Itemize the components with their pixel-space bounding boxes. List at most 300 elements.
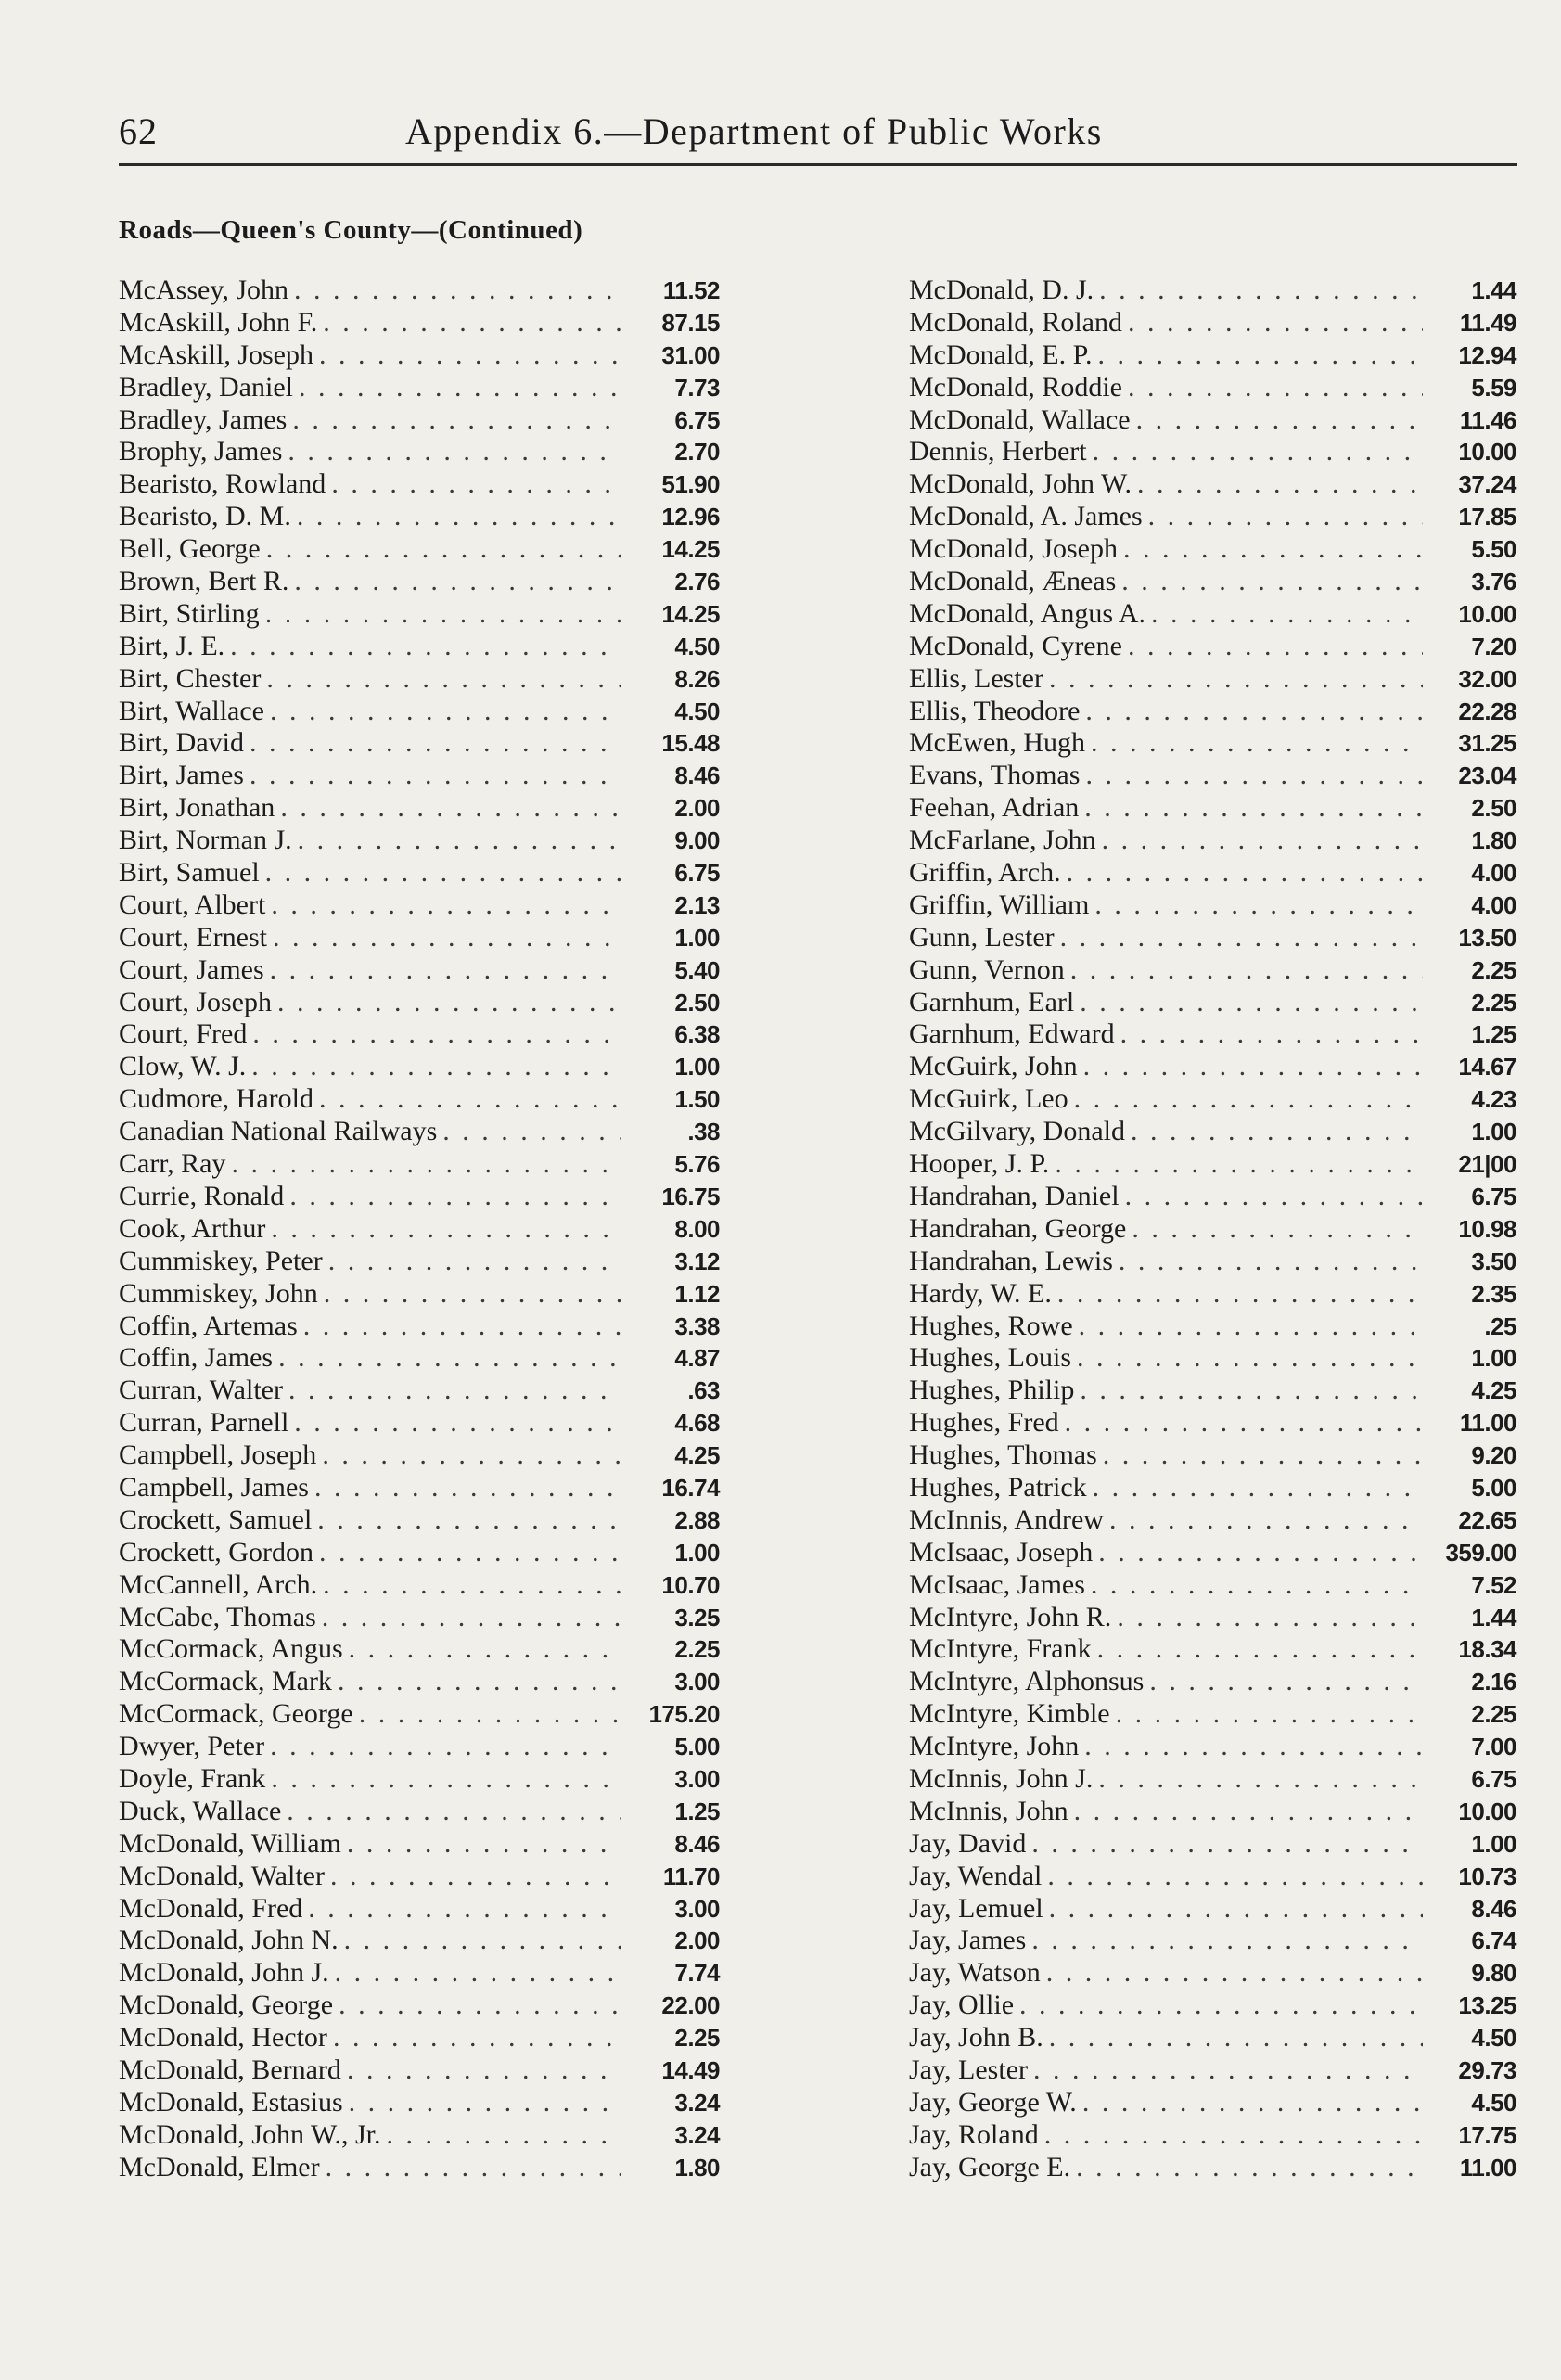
- dot-leader: [1102, 825, 1423, 857]
- list-item: [119, 954, 720, 987]
- payee-name: McDonald, George: [119, 1990, 334, 2021]
- list-item: [119, 1181, 720, 1213]
- payment-amount: 4.68: [674, 1409, 720, 1438]
- payee-name: Canadian National Railways: [119, 1116, 438, 1147]
- list-item: [909, 1181, 1516, 1213]
- dot-leader: [299, 372, 621, 404]
- payment-amount: 5.00: [674, 1733, 720, 1761]
- list-item: [909, 1569, 1516, 1602]
- payment-amount: 2.35: [1471, 1279, 1516, 1308]
- dot-leader: [1093, 436, 1423, 468]
- payee-name: Birt, James: [119, 760, 244, 791]
- payee-name: Bell, George: [119, 533, 261, 565]
- payment-amount: 8.46: [674, 761, 720, 790]
- dot-leader: [252, 1018, 621, 1051]
- dot-leader: [271, 1213, 621, 1246]
- list-item: [119, 404, 720, 437]
- list-item: [909, 2152, 1516, 2184]
- payment-amount: 10.00: [1458, 599, 1516, 628]
- list-item: [909, 1018, 1516, 1051]
- payment-amount: 10.70: [661, 1570, 720, 1599]
- payee-name: Jay, George W.: [909, 2086, 1077, 2118]
- payment-amount: 87.15: [661, 308, 720, 337]
- list-item: [909, 1861, 1516, 1893]
- list-item: [119, 566, 720, 598]
- dot-leader: [265, 598, 621, 631]
- list-item: [909, 954, 1516, 987]
- dot-leader: [250, 727, 621, 760]
- payee-name: McDonald, E. P.: [909, 339, 1093, 370]
- payment-amount: 21|00: [1458, 1150, 1516, 1179]
- payment-amount: 2.25: [1471, 1700, 1516, 1729]
- payee-name: Court, James: [119, 953, 264, 985]
- dot-leader: [1149, 1666, 1423, 1698]
- payment-amount: 4.23: [1471, 1085, 1516, 1114]
- list-item: [909, 1051, 1516, 1083]
- payment-amount: 2.25: [1471, 988, 1516, 1017]
- list-item: [119, 760, 720, 792]
- payee-name: Dennis, Herbert: [909, 436, 1087, 467]
- list-item: [119, 663, 720, 696]
- payment-amount: 14.25: [661, 535, 720, 564]
- list-item: [909, 1116, 1516, 1148]
- payment-amount: 1.12: [674, 1279, 720, 1308]
- payment-amount: 6.75: [674, 859, 720, 888]
- payment-amount: 3.50: [1471, 1247, 1516, 1275]
- payment-amount: 7.20: [1471, 632, 1516, 660]
- payee-name: Hooper, J. P.: [909, 1148, 1050, 1180]
- payment-amount: 11.70: [662, 1862, 720, 1890]
- payee-name: McDonald, William: [119, 1827, 341, 1859]
- dot-leader: [1091, 1569, 1423, 1602]
- list-item: [909, 1633, 1516, 1666]
- list-item: [909, 404, 1516, 437]
- payment-amount: 10.00: [1458, 438, 1516, 467]
- dot-leader: [277, 987, 621, 1019]
- payment-amount: 7.52: [1471, 1570, 1516, 1599]
- dot-leader: [331, 468, 621, 501]
- payee-name: Gunn, Vernon: [909, 953, 1065, 985]
- dot-leader: [387, 2119, 621, 2152]
- header-rule: [119, 163, 1517, 166]
- payment-amount: 1.00: [674, 1053, 720, 1081]
- payment-amount: 3.38: [674, 1312, 720, 1340]
- list-item: [119, 987, 720, 1019]
- dot-leader: [1109, 1504, 1423, 1537]
- payee-name: McDonald, Elmer: [119, 2151, 320, 2182]
- dot-leader: [1044, 2119, 1423, 2152]
- payment-amount: 11.49: [1459, 308, 1516, 337]
- dot-leader: [359, 1698, 621, 1731]
- dot-leader: [349, 1633, 621, 1666]
- payment-amount: 9.80: [1471, 1959, 1516, 1988]
- payment-amount: 8.26: [674, 664, 720, 693]
- payment-amount: 2.50: [674, 988, 720, 1017]
- payee-name: Handrahan, Daniel: [909, 1180, 1120, 1211]
- payee-name: Birt, David: [119, 727, 244, 759]
- dot-leader: [1137, 468, 1423, 501]
- payee-name: Jay, Watson: [909, 1957, 1041, 1989]
- payee-name: McGuirk, John: [909, 1051, 1078, 1082]
- payment-amount: .63: [687, 1376, 720, 1405]
- payment-amount: 1.00: [674, 923, 720, 952]
- payee-name: McAssey, John: [119, 275, 289, 305]
- dot-leader: [1079, 1311, 1423, 1343]
- dot-leader: [1076, 2152, 1423, 2184]
- payment-amount: 5.50: [1471, 535, 1516, 564]
- payee-name: Jay, Roland: [909, 2118, 1039, 2150]
- dot-leader: [1151, 598, 1423, 631]
- payment-amount: 2.50: [1471, 794, 1516, 823]
- list-item: [909, 1440, 1516, 1472]
- dot-leader: [1070, 954, 1423, 987]
- list-item: [119, 1828, 720, 1861]
- dot-leader: [1128, 307, 1423, 339]
- payee-name: McIntyre, John R.: [909, 1601, 1112, 1632]
- payee-name: Crockett, Samuel: [119, 1503, 313, 1535]
- dot-leader: [270, 696, 621, 728]
- dot-leader: [338, 1666, 621, 1698]
- dot-leader: [1049, 663, 1423, 696]
- list-item: [119, 1375, 720, 1407]
- payment-amount: .38: [687, 1118, 720, 1146]
- payment-amount: 15.48: [661, 729, 720, 758]
- payee-name: Hughes, Patrick: [909, 1471, 1087, 1503]
- payment-amount: 6.74: [1471, 1926, 1516, 1955]
- payment-amount: 2.25: [674, 2024, 720, 2053]
- payee-name: McDonald, Bernard: [119, 2054, 341, 2085]
- list-item: [909, 987, 1516, 1019]
- payment-amount: 11.52: [662, 276, 720, 304]
- payment-amount: 16.75: [661, 1182, 720, 1210]
- dot-leader: [308, 1893, 621, 1926]
- list-item: [909, 1375, 1516, 1407]
- payee-name: Hughes, Rowe: [909, 1310, 1073, 1341]
- dot-leader: [1097, 1633, 1423, 1666]
- dot-leader: [294, 275, 621, 307]
- payment-amount: 17.75: [1458, 2120, 1516, 2149]
- list-item: [909, 1731, 1516, 1763]
- payee-name: Cummiskey, Peter: [119, 1245, 323, 1276]
- payment-amount: 11.00: [1459, 2153, 1516, 2182]
- payee-name: Curran, Parnell: [119, 1407, 289, 1439]
- list-item: [119, 2119, 720, 2152]
- payment-amount: 2.88: [674, 1505, 720, 1534]
- payment-amount: 3.25: [674, 1603, 720, 1631]
- payment-amount: 4.50: [1471, 2024, 1516, 2053]
- payee-name: Jay, James: [909, 1925, 1027, 1956]
- payee-name: McAskill, Joseph: [119, 339, 313, 370]
- payee-name: Currie, Ronald: [119, 1180, 285, 1211]
- payee-name: Court, Fred: [119, 1018, 248, 1050]
- payee-name: Jay, Lester: [909, 2054, 1028, 2085]
- list-item: [119, 889, 720, 922]
- payee-name: Birt, J. E.: [119, 630, 225, 661]
- payment-amount: 14.49: [661, 2055, 720, 2084]
- list-item: [909, 889, 1516, 922]
- dot-leader: [294, 566, 621, 598]
- list-item: [909, 372, 1516, 404]
- payment-amount: 10.00: [1458, 1797, 1516, 1825]
- payment-amount: 2.70: [674, 438, 720, 467]
- list-item: [119, 1278, 720, 1311]
- payee-name: Court, Joseph: [119, 986, 272, 1017]
- dot-leader: [294, 1407, 621, 1440]
- payee-name: Birt, Stirling: [119, 597, 260, 629]
- dot-leader: [339, 1990, 621, 2022]
- dot-leader: [287, 1796, 621, 1828]
- payee-name: Bearisto, D. M.: [119, 501, 291, 532]
- payee-name: McDonald, Wallace: [909, 403, 1131, 435]
- payment-amount: 22.28: [1458, 697, 1516, 725]
- payee-name: McDonald, Roland: [909, 306, 1122, 338]
- dot-leader: [297, 501, 621, 533]
- dot-leader: [1131, 1116, 1423, 1148]
- payment-amount: 14.25: [661, 599, 720, 628]
- dot-leader: [1120, 1018, 1423, 1051]
- dot-leader: [271, 889, 621, 922]
- list-item: [909, 1278, 1516, 1311]
- payment-amount: 12.94: [1458, 340, 1516, 369]
- payment-amount: 175.20: [648, 1700, 720, 1729]
- list-item: [909, 1925, 1516, 1957]
- payee-name: Carr, Ray: [119, 1148, 226, 1180]
- list-item: [119, 468, 720, 501]
- dot-leader: [335, 1957, 621, 1990]
- dot-leader: [1099, 275, 1423, 307]
- payment-amount: 4.25: [1471, 1376, 1516, 1405]
- payment-amount: 3.12: [674, 1247, 720, 1275]
- payee-name: Coffin, Artemas: [119, 1310, 298, 1341]
- list-item: [119, 727, 720, 760]
- payment-amount: 4.50: [674, 697, 720, 725]
- payee-name: Brophy, James: [119, 436, 283, 467]
- payment-amount: 23.04: [1458, 761, 1516, 790]
- payee-name: McIsaac, Joseph: [909, 1536, 1094, 1567]
- payee-name: Evans, Thomas: [909, 760, 1081, 791]
- payee-name: Jay, George E.: [909, 2151, 1071, 2182]
- payee-name: Ellis, Theodore: [909, 695, 1081, 726]
- dot-leader: [1065, 1407, 1423, 1440]
- payment-amount: 4.50: [1471, 2088, 1516, 2117]
- dot-leader: [324, 1278, 621, 1311]
- dot-leader: [1067, 857, 1423, 889]
- list-item: [909, 468, 1516, 501]
- list-item: [119, 2152, 720, 2184]
- list-item: [909, 825, 1516, 857]
- dot-leader: [1148, 501, 1423, 533]
- payee-name: McDonald, Fred: [119, 1892, 303, 1924]
- payment-amount: 1.80: [674, 2153, 720, 2182]
- dot-leader: [1049, 2022, 1423, 2054]
- list-item: [909, 696, 1516, 728]
- dot-leader: [1033, 2054, 1423, 2087]
- list-item: [119, 1569, 720, 1602]
- dot-leader: [1094, 889, 1423, 922]
- dot-leader: [1074, 1083, 1423, 1116]
- dot-leader: [1055, 1148, 1423, 1181]
- list-item: [909, 339, 1516, 372]
- dot-leader: [271, 1763, 621, 1796]
- payment-amount: 31.25: [1458, 729, 1516, 758]
- payee-name: McDonald, Walter: [119, 1860, 325, 1891]
- payee-name: McGilvary, Donald: [909, 1116, 1125, 1147]
- list-item: [909, 1763, 1516, 1796]
- dot-leader: [1136, 404, 1423, 437]
- list-item: [909, 1472, 1516, 1504]
- payment-amount: 6.38: [674, 1020, 720, 1049]
- payment-amount: 32.00: [1458, 664, 1516, 693]
- dot-leader: [1057, 1278, 1423, 1311]
- payee-name: Jay, Lemuel: [909, 1892, 1043, 1924]
- payee-name: McGuirk, Leo: [909, 1083, 1068, 1115]
- payment-amount: 3.24: [674, 2120, 720, 2149]
- dot-leader: [1080, 987, 1423, 1019]
- payment-amount: 3.24: [674, 2088, 720, 2117]
- list-item: [119, 1440, 720, 1472]
- payment-amount: 8.46: [1471, 1894, 1516, 1923]
- payee-name: Curran, Walter: [119, 1375, 283, 1406]
- payment-amount: 12.96: [661, 503, 720, 531]
- dot-leader: [330, 1861, 621, 1893]
- list-item: [119, 1311, 720, 1343]
- page-header: [119, 109, 1517, 165]
- payee-name: McCormack, George: [119, 1698, 353, 1730]
- list-item: [909, 598, 1516, 631]
- list-item: [909, 307, 1516, 339]
- dot-leader: [1098, 1537, 1423, 1569]
- payment-amount: 5.40: [674, 955, 720, 984]
- payee-name: McDonald, Estasius: [119, 2086, 343, 2118]
- payment-amount: 4.50: [674, 632, 720, 660]
- payee-name: McDonald, A. James: [909, 501, 1143, 532]
- payment-amount: .25: [1484, 1312, 1516, 1340]
- list-item: [119, 372, 720, 404]
- payee-name: McIntyre, Frank: [909, 1633, 1092, 1665]
- payment-amount: 359.00: [1445, 1538, 1516, 1567]
- payment-amount: 7.00: [1471, 1733, 1516, 1761]
- list-item: [119, 1051, 720, 1083]
- payee-name: Jay, Wendal: [909, 1860, 1043, 1891]
- list-item: [909, 727, 1516, 760]
- dot-leader: [1080, 1375, 1423, 1407]
- payee-name: Birt, Wallace: [119, 695, 264, 726]
- payment-amount: 7.74: [674, 1959, 720, 1988]
- dot-leader: [314, 1472, 621, 1504]
- dot-leader: [1019, 1990, 1423, 2022]
- payment-amount: 5.59: [1471, 373, 1516, 402]
- dot-leader: [323, 307, 621, 339]
- payment-amount: 51.90: [661, 470, 720, 499]
- payment-amount: 2.13: [674, 890, 720, 919]
- list-item: [119, 339, 720, 372]
- list-item: [119, 1861, 720, 1893]
- payee-name: Cummiskey, John: [119, 1277, 318, 1309]
- dot-leader: [1093, 1472, 1423, 1504]
- payment-amount: 5.76: [674, 1150, 720, 1179]
- payment-amount: 3.00: [674, 1668, 720, 1696]
- payment-amount: 1.00: [1471, 1829, 1516, 1858]
- payment-amount: 2.00: [674, 1926, 720, 1955]
- payee-name: McFarlane, John: [909, 825, 1096, 856]
- payment-amount: 6.75: [1471, 1764, 1516, 1793]
- list-item: [909, 1602, 1516, 1634]
- dot-leader: [1031, 1925, 1423, 1957]
- payee-name: Bradley, James: [119, 403, 288, 435]
- list-item: [909, 760, 1516, 792]
- payee-name: Duck, Wallace: [119, 1795, 282, 1826]
- list-item: [909, 1666, 1516, 1698]
- dot-leader: [1085, 760, 1423, 792]
- payment-amount: 2.00: [674, 794, 720, 823]
- list-item: [909, 1246, 1516, 1278]
- payee-name: Birt, Chester: [119, 662, 262, 694]
- payee-name: McDonald, Joseph: [909, 533, 1118, 565]
- payee-name: McDonald, John W., Jr.: [119, 2118, 381, 2150]
- list-item: [119, 1666, 720, 1698]
- payee-name: Crockett, Gordon: [119, 1536, 313, 1567]
- dot-leader: [292, 404, 621, 437]
- payment-amount: 1.00: [674, 1538, 720, 1567]
- dot-leader: [251, 1051, 621, 1083]
- payment-amount: 3.00: [674, 1894, 720, 1923]
- payment-amount: 8.46: [674, 1829, 720, 1858]
- payment-amount: 11.00: [1459, 1409, 1516, 1438]
- right-column: [909, 275, 1516, 2184]
- list-item: [909, 436, 1516, 468]
- dot-leader: [1047, 1861, 1423, 1893]
- payee-name: McCabe, Thomas: [119, 1601, 316, 1632]
- dot-leader: [1117, 1602, 1423, 1634]
- dot-leader: [1082, 2087, 1423, 2119]
- list-item: [119, 792, 720, 825]
- list-item: [909, 275, 1516, 307]
- payment-amount: 4.25: [674, 1441, 720, 1470]
- dot-leader: [303, 1311, 621, 1343]
- payee-name: McDonald, John N.: [119, 1925, 339, 1956]
- list-item: [119, 1602, 720, 1634]
- dot-leader: [328, 1246, 621, 1278]
- list-item: [119, 1731, 720, 1763]
- list-item: [119, 1018, 720, 1051]
- list-item: [119, 1957, 720, 1990]
- dot-leader: [344, 1925, 621, 1957]
- payee-name: McIsaac, James: [909, 1568, 1085, 1600]
- dot-leader: [265, 857, 621, 889]
- payee-name: Jay, David: [909, 1827, 1027, 1859]
- payee-name: Brown, Bert R.: [119, 566, 289, 597]
- payee-name: Garnhum, Edward: [909, 1018, 1115, 1050]
- list-item: [909, 566, 1516, 598]
- list-item: [119, 631, 720, 663]
- payee-name: McCormack, Angus: [119, 1633, 343, 1665]
- list-item: [119, 1925, 720, 1957]
- dot-leader: [1077, 1342, 1423, 1375]
- payment-amount: 17.85: [1458, 503, 1516, 531]
- payee-name: McDonald, John J.: [119, 1957, 329, 1989]
- payment-amount: 4.00: [1471, 890, 1516, 919]
- list-item: [119, 2022, 720, 2054]
- payment-amount: 3.00: [674, 1764, 720, 1793]
- dot-leader: [266, 663, 621, 696]
- payment-amount: 1.80: [1471, 826, 1516, 855]
- payment-amount: 13.50: [1458, 923, 1516, 952]
- list-item: [909, 1083, 1516, 1116]
- list-item: [909, 2022, 1516, 2054]
- dot-leader: [319, 1083, 621, 1116]
- dot-leader: [333, 2022, 621, 2054]
- payee-name: Hardy, W. E.: [909, 1277, 1052, 1309]
